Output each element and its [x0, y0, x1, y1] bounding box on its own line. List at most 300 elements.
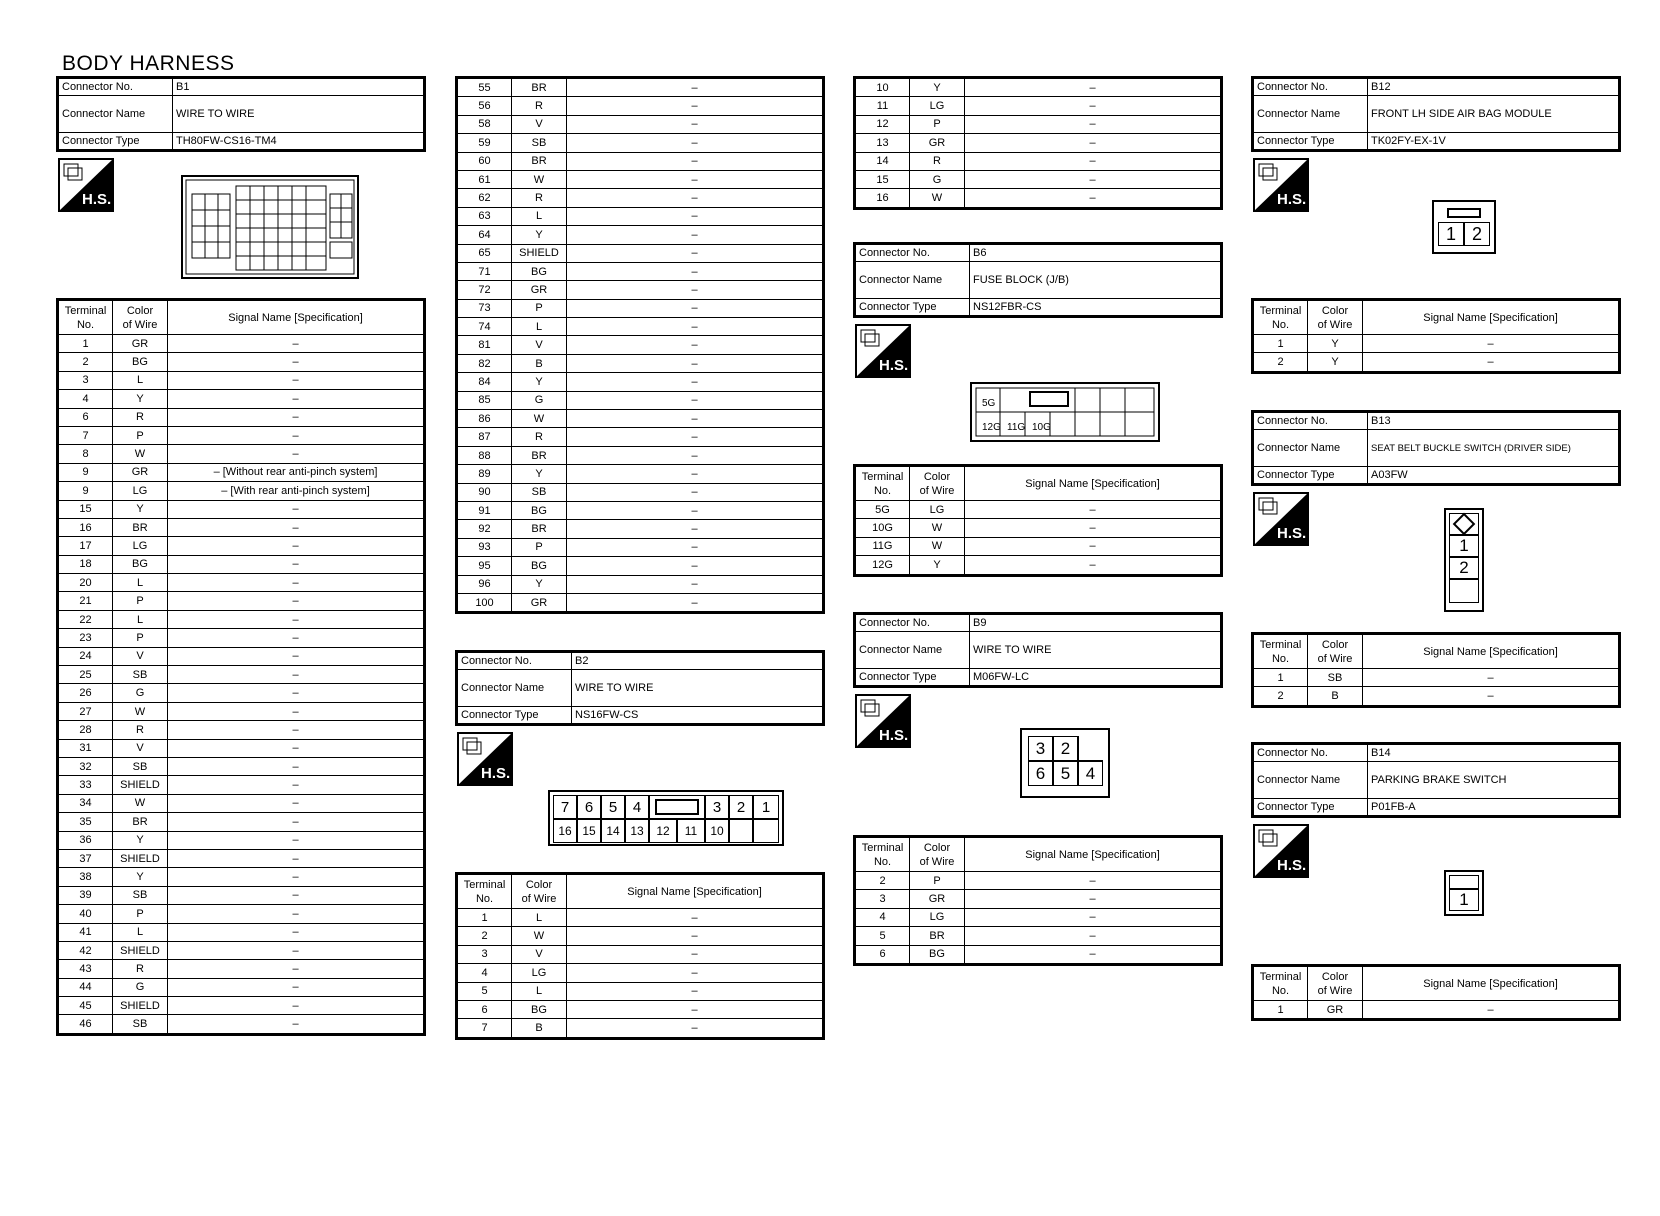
terminal-no: 12G	[855, 556, 910, 575]
terminal-no: 82	[457, 354, 512, 372]
terminal-no: 16	[855, 189, 910, 208]
wire-color: R	[512, 189, 567, 207]
wire-color: SB	[512, 134, 567, 152]
table-row	[58, 371, 425, 389]
terminal-no: 44	[58, 978, 113, 996]
b12-pin: 2	[1464, 222, 1490, 246]
terminal-no: 3	[58, 371, 113, 389]
signal-name: –	[168, 592, 425, 610]
wire-color-header: Color of Wire	[113, 300, 168, 335]
table-row	[855, 501, 1222, 519]
signal-name: –	[965, 97, 1222, 115]
hs-icon	[457, 732, 513, 786]
table-row	[855, 152, 1222, 170]
table-row	[58, 518, 425, 536]
table-row	[1253, 335, 1620, 353]
table-row	[855, 537, 1222, 555]
hs-label: H.S.	[879, 727, 909, 744]
table-row	[58, 684, 425, 702]
signal-name: –	[567, 982, 824, 1000]
table-row	[58, 849, 425, 867]
wire-color: BR	[512, 78, 567, 97]
wire-color-header: Color of Wire	[1308, 634, 1363, 669]
b9-terminal-table	[853, 835, 1223, 966]
table-row	[457, 189, 824, 207]
wire-color: W	[512, 170, 567, 188]
table-row	[855, 519, 1222, 537]
signal-name: –	[168, 629, 425, 647]
conn-type-label: Connector Type	[58, 133, 173, 151]
signal-name: –	[965, 945, 1222, 964]
terminal-no: 27	[58, 702, 113, 720]
signal-name: –	[168, 923, 425, 941]
wire-color: BR	[910, 927, 965, 945]
signal-name: –	[965, 189, 1222, 208]
table-row	[855, 927, 1222, 945]
b14-terminal-table	[1251, 964, 1621, 1021]
signal-name: –	[965, 537, 1222, 555]
b1-terminal-table-continued	[455, 76, 825, 614]
table-row	[457, 244, 824, 262]
signal-name: –	[168, 849, 425, 867]
table-row	[58, 629, 425, 647]
wire-color: P	[910, 872, 965, 890]
signal-name: –	[567, 281, 824, 299]
table-row	[457, 1000, 824, 1018]
table-row	[58, 335, 425, 353]
wire-color: P	[512, 538, 567, 556]
terminal-no: 92	[457, 520, 512, 538]
table-row	[855, 97, 1222, 115]
wire-color: SHIELD	[113, 776, 168, 794]
wire-color: GR	[113, 335, 168, 353]
signal-name: –	[1363, 669, 1620, 687]
table-row	[457, 299, 824, 317]
b2-conn-name: WIRE TO WIRE	[572, 670, 824, 707]
signal-name: –	[567, 575, 824, 593]
signal-name: –	[168, 408, 425, 426]
b12-conn-name: FRONT LH SIDE AIR BAG MODULE	[1368, 96, 1620, 133]
terminal-no: 1	[1253, 669, 1308, 687]
b9-conn-name: WIRE TO WIRE	[970, 632, 1222, 669]
terminal-no: 25	[58, 666, 113, 684]
wire-color: GR	[910, 134, 965, 152]
terminal-no: 18	[58, 555, 113, 573]
table-row	[58, 905, 425, 923]
b2-pin: 6	[577, 795, 601, 819]
signal-name: –	[168, 941, 425, 959]
signal-name: –	[168, 353, 425, 371]
table-row	[58, 960, 425, 978]
wire-color: L	[113, 371, 168, 389]
b9-pin: 4	[1078, 761, 1103, 786]
signal-name: –	[168, 702, 425, 720]
terminal-no: 2	[1253, 353, 1308, 372]
signal-name: –	[168, 886, 425, 904]
table-row	[58, 941, 425, 959]
terminal-no: 90	[457, 483, 512, 501]
table-row	[58, 997, 425, 1015]
table-row	[457, 1019, 824, 1038]
b9-connector-face	[1020, 728, 1110, 798]
b9-conn-type: M06FW-LC	[970, 669, 1222, 687]
wire-color: Y	[910, 556, 965, 575]
signal-name: –	[168, 757, 425, 775]
terminal-no-header: Terminal No.	[1253, 634, 1308, 669]
wire-color: L	[512, 909, 567, 927]
terminal-no: 9	[58, 482, 113, 500]
hs-icon	[1253, 824, 1309, 878]
wire-color-header: Color of Wire	[1308, 300, 1363, 335]
terminal-no: 24	[58, 647, 113, 665]
table-row	[58, 886, 425, 904]
conn-name-label: Connector Name	[457, 670, 572, 707]
table-row	[855, 945, 1222, 964]
terminal-no: 2	[457, 927, 512, 945]
signal-name: –	[168, 960, 425, 978]
terminal-no: 39	[58, 886, 113, 904]
terminal-no: 6	[457, 1000, 512, 1018]
signal-name: –	[168, 390, 425, 408]
signal-name: –	[567, 557, 824, 575]
wire-color: Y	[113, 868, 168, 886]
wire-color: W	[512, 410, 567, 428]
wire-color: LG	[113, 482, 168, 500]
conn-no-label: Connector No.	[1253, 744, 1368, 762]
table-row	[58, 666, 425, 684]
terminal-no: 7	[457, 1019, 512, 1038]
b9-header	[853, 612, 1223, 688]
terminal-no: 26	[58, 684, 113, 702]
table-row	[457, 336, 824, 354]
signal-name: –	[567, 446, 824, 464]
terminal-no: 34	[58, 794, 113, 812]
terminal-no: 43	[58, 960, 113, 978]
terminal-no: 45	[58, 997, 113, 1015]
signal-name: –	[965, 115, 1222, 133]
terminal-no: 72	[457, 281, 512, 299]
wire-color: GR	[512, 281, 567, 299]
signal-name: –	[168, 978, 425, 996]
wire-color: Y	[113, 831, 168, 849]
wire-color: Y	[1308, 335, 1363, 353]
wire-color: BG	[910, 945, 965, 964]
conn-no-label: Connector No.	[855, 244, 970, 262]
wire-color: LG	[910, 501, 965, 519]
signal-name: –	[168, 518, 425, 536]
table-row	[1253, 1001, 1620, 1020]
wire-color: B	[512, 354, 567, 372]
table-row	[58, 408, 425, 426]
signal-name: –	[965, 78, 1222, 97]
conn-type-label: Connector Type	[457, 707, 572, 725]
terminal-no: 95	[457, 557, 512, 575]
table-row	[1253, 687, 1620, 706]
terminal-no: 73	[457, 299, 512, 317]
table-row	[457, 226, 824, 244]
b2-header	[455, 650, 825, 726]
signal-name: –	[1363, 1001, 1620, 1020]
signal-name: –	[567, 97, 824, 115]
wire-color: G	[113, 684, 168, 702]
table-row	[457, 134, 824, 152]
b2-pin	[729, 819, 753, 843]
wire-color: P	[512, 299, 567, 317]
b2-pin: 11	[677, 819, 705, 843]
b1-terminal-table	[56, 298, 426, 1036]
b2-pin: 1	[753, 795, 779, 819]
table-row	[58, 739, 425, 757]
terminal-no-header: Terminal No.	[855, 466, 910, 501]
signal-name: –	[965, 890, 1222, 908]
signal-name: –	[567, 391, 824, 409]
table-row	[457, 170, 824, 188]
table-row	[58, 923, 425, 941]
terminal-no: 35	[58, 813, 113, 831]
b9-pin: 2	[1053, 736, 1078, 761]
wire-color: R	[113, 960, 168, 978]
wire-color: L	[113, 574, 168, 592]
wire-color: GR	[910, 890, 965, 908]
table-row	[58, 353, 425, 371]
b2-latch	[649, 795, 705, 819]
wire-color: Y	[910, 78, 965, 97]
terminal-no: 46	[58, 1015, 113, 1034]
signal-name: –	[567, 299, 824, 317]
wire-color: P	[113, 592, 168, 610]
terminal-no: 2	[58, 353, 113, 371]
conn-no-label: Connector No.	[1253, 78, 1368, 96]
wire-color: BG	[512, 501, 567, 519]
b13-conn-no: B13	[1368, 412, 1620, 430]
terminal-no: 16	[58, 518, 113, 536]
table-row	[457, 97, 824, 115]
b12-pin: 1	[1438, 222, 1464, 246]
b14-conn-no: B14	[1368, 744, 1620, 762]
terminal-no: 17	[58, 537, 113, 555]
signal-name: –	[168, 739, 425, 757]
b2-rows	[457, 909, 824, 1039]
signal-name: –	[965, 170, 1222, 188]
b13-header	[1251, 410, 1621, 486]
wire-color: BR	[512, 152, 567, 170]
table-row	[457, 520, 824, 538]
b12-conn-type: TK02FY-EX-1V	[1368, 133, 1620, 151]
page-title: BODY HARNESS	[62, 52, 235, 75]
b2-pin: 16	[553, 819, 577, 843]
terminal-no: 6	[855, 945, 910, 964]
table-row	[58, 574, 425, 592]
terminal-no-header: Terminal No.	[1253, 966, 1308, 1001]
wire-color: SHIELD	[113, 941, 168, 959]
wire-color: W	[910, 537, 965, 555]
table-row	[58, 555, 425, 573]
wire-color-header: Color of Wire	[512, 874, 567, 909]
b2-pin: 5	[601, 795, 625, 819]
terminal-no: 15	[855, 170, 910, 188]
wire-color: BG	[113, 555, 168, 573]
table-row	[457, 593, 824, 612]
wire-color: G	[910, 170, 965, 188]
terminal-no: 32	[58, 757, 113, 775]
wire-color: GR	[1308, 1001, 1363, 1020]
b6-conn-name: FUSE BLOCK (J/B)	[970, 262, 1222, 299]
terminal-no: 61	[457, 170, 512, 188]
signal-name: – [Without rear anti-pinch system]	[168, 463, 425, 481]
b13-rows	[1253, 669, 1620, 707]
b1-conn-type: TH80FW-CS16-TM4	[173, 133, 425, 151]
conn-name-label: Connector Name	[855, 262, 970, 299]
terminal-no: 4	[58, 390, 113, 408]
wire-color: V	[512, 115, 567, 133]
signal-name: –	[567, 538, 824, 556]
signal-header: Signal Name [Specification]	[965, 466, 1222, 501]
wire-color: V	[512, 945, 567, 963]
b13-conn-name: SEAT BELT BUCKLE SWITCH (DRIVER SIDE)	[1368, 430, 1620, 467]
table-row	[58, 426, 425, 444]
b14-conn-name: PARKING BRAKE SWITCH	[1368, 762, 1620, 799]
terminal-no: 3	[457, 945, 512, 963]
table-row	[457, 410, 824, 428]
terminal-no: 11G	[855, 537, 910, 555]
wire-color: R	[113, 408, 168, 426]
wire-color: W	[512, 927, 567, 945]
conn-no-label: Connector No.	[1253, 412, 1368, 430]
b2-conn-no: B2	[572, 652, 824, 670]
wire-color: W	[113, 794, 168, 812]
hs-label: H.S.	[879, 357, 909, 374]
hs-label: H.S.	[82, 191, 112, 208]
wire-color: GR	[113, 463, 168, 481]
table-row	[855, 556, 1222, 575]
signal-header: Signal Name [Specification]	[168, 300, 425, 335]
wire-color: BR	[113, 813, 168, 831]
wire-color: B	[1308, 687, 1363, 706]
wire-color: Y	[113, 500, 168, 518]
signal-header: Signal Name [Specification]	[1363, 300, 1620, 335]
b2-conn-type: NS16FW-CS	[572, 707, 824, 725]
signal-name: –	[965, 134, 1222, 152]
wire-color: SB	[113, 886, 168, 904]
terminal-no: 91	[457, 501, 512, 519]
b2-pin: 12	[649, 819, 677, 843]
table-row	[457, 446, 824, 464]
wire-color: P	[113, 426, 168, 444]
wire-color: SHIELD	[512, 244, 567, 262]
conn-no-label: Connector No.	[457, 652, 572, 670]
table-row	[855, 170, 1222, 188]
table-row	[457, 501, 824, 519]
b9-pin: 5	[1053, 761, 1078, 786]
wire-color-header: Color of Wire	[910, 837, 965, 872]
signal-name: –	[168, 666, 425, 684]
signal-name: –	[567, 1019, 824, 1038]
signal-name: –	[567, 410, 824, 428]
table-row	[457, 262, 824, 280]
wire-color: G	[113, 978, 168, 996]
conn-type-label: Connector Type	[1253, 799, 1368, 817]
signal-name: –	[567, 593, 824, 612]
terminal-no: 60	[457, 152, 512, 170]
b13-pin: 1	[1449, 535, 1479, 557]
b2-pin	[753, 819, 779, 843]
signal-name: –	[168, 610, 425, 628]
b2cont-rows	[855, 78, 1222, 209]
table-row	[58, 813, 425, 831]
terminal-no: 59	[457, 134, 512, 152]
terminal-no: 1	[1253, 1001, 1308, 1020]
signal-name: –	[567, 318, 824, 336]
table-row	[457, 281, 824, 299]
table-row	[855, 134, 1222, 152]
signal-name: –	[168, 647, 425, 665]
conn-name-label: Connector Name	[855, 632, 970, 669]
terminal-no: 23	[58, 629, 113, 647]
terminal-no: 33	[58, 776, 113, 794]
wire-color: V	[113, 739, 168, 757]
hs-icon	[855, 694, 911, 748]
terminal-no: 55	[457, 78, 512, 97]
signal-name: –	[567, 465, 824, 483]
terminal-no: 89	[457, 465, 512, 483]
wire-color: V	[512, 336, 567, 354]
signal-name: –	[168, 537, 425, 555]
wire-color: L	[512, 318, 567, 336]
wire-color: L	[512, 207, 567, 225]
table-row	[58, 794, 425, 812]
b2-pin: 15	[577, 819, 601, 843]
wire-color-header: Color of Wire	[910, 466, 965, 501]
b2-pin: 4	[625, 795, 649, 819]
b14-conn-type: P01FB-A	[1368, 799, 1620, 817]
wire-color: BR	[113, 518, 168, 536]
terminal-no: 40	[58, 905, 113, 923]
signal-name: –	[168, 684, 425, 702]
terminal-no: 21	[58, 592, 113, 610]
b14-header	[1251, 742, 1621, 818]
b6-conn-type: NS12FBR-CS	[970, 299, 1222, 317]
wire-color: SHIELD	[113, 849, 168, 867]
b9-rows	[855, 872, 1222, 965]
terminal-no: 13	[855, 134, 910, 152]
terminal-no: 11	[855, 97, 910, 115]
b13-connector-face	[1444, 508, 1484, 612]
terminal-no: 71	[457, 262, 512, 280]
b2-pin: 3	[705, 795, 729, 819]
signal-name: –	[168, 371, 425, 389]
wire-color: BG	[512, 262, 567, 280]
table-row	[855, 908, 1222, 926]
wire-color: LG	[113, 537, 168, 555]
signal-name: –	[168, 426, 425, 444]
terminal-no: 8	[58, 445, 113, 463]
wire-color: BG	[512, 1000, 567, 1018]
table-row	[58, 978, 425, 996]
terminal-no: 5	[457, 982, 512, 1000]
table-row	[457, 373, 824, 391]
b2-pin: 7	[553, 795, 577, 819]
terminal-no: 84	[457, 373, 512, 391]
signal-header: Signal Name [Specification]	[1363, 966, 1620, 1001]
terminal-no: 36	[58, 831, 113, 849]
b6-terminal-table	[853, 464, 1223, 577]
wire-color: SB	[512, 483, 567, 501]
table-row	[58, 610, 425, 628]
signal-name: –	[567, 336, 824, 354]
signal-name: –	[965, 908, 1222, 926]
table-row	[58, 500, 425, 518]
b9-pin: 6	[1028, 761, 1053, 786]
